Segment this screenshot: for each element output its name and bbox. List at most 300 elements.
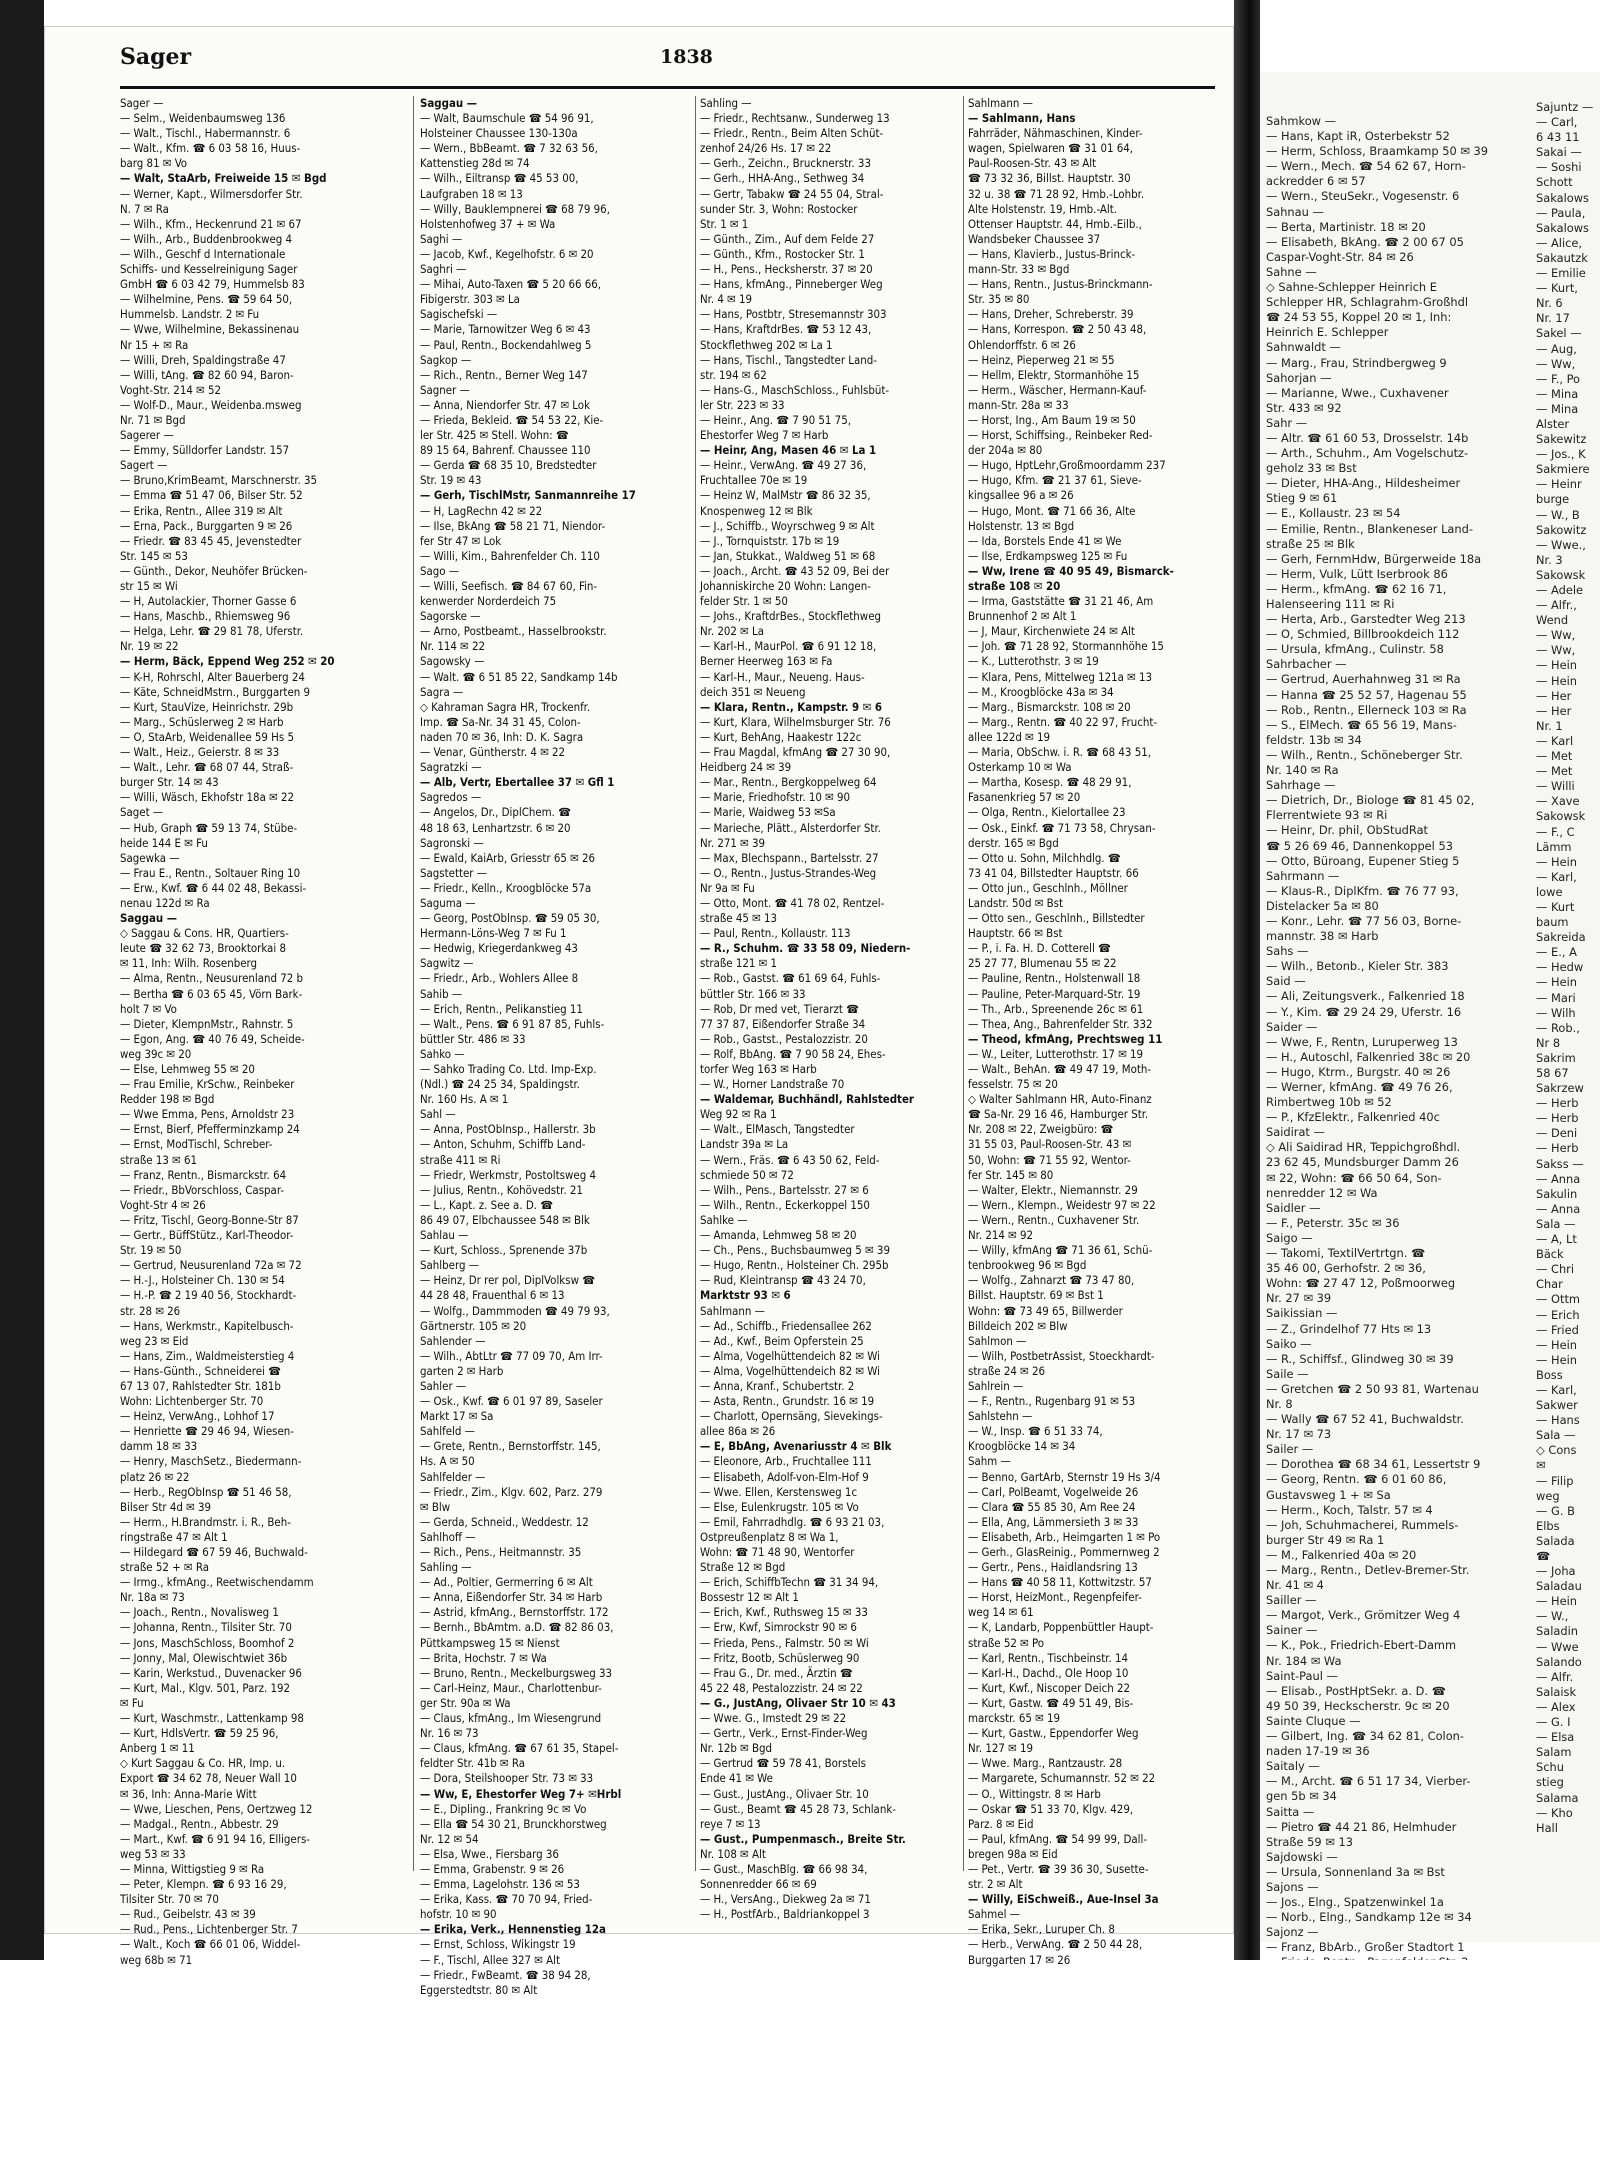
- directory-entry: — Herb: [1536, 1111, 1579, 1126]
- facing-page-fragment: [1260, 72, 1600, 1955]
- directory-entry: — Anna, Niendorfer Str. 47 ✉ Lok: [420, 397, 591, 412]
- directory-entry: — O, Schmied, Billbrookdeich 112: [1266, 627, 1460, 642]
- directory-entry: — Hans, Rentn., Justus-Brinckmann-: [968, 277, 1153, 292]
- directory-entry: — Oskar ☎ 51 33 70, Klgv. 429,: [968, 1801, 1134, 1816]
- directory-entry: — Emma, Grabenstr. 9 ✉ 26: [420, 1861, 565, 1876]
- directory-entry: — Paula,: [1536, 205, 1586, 220]
- directory-entry: allee 122d ✉ 19: [968, 729, 1051, 744]
- directory-entry: Gärtnerstr. 105 ✉ 20: [420, 1318, 527, 1333]
- directory-entry: — Wolfg., Dammmoden ☎ 49 79 93,: [420, 1303, 610, 1318]
- directory-entry: 35 46 00, Gerhofstr. 2 ✉ 36,: [1266, 1261, 1426, 1276]
- directory-entry: — Marg., Rentn. ☎ 40 22 97, Frucht-: [968, 714, 1158, 729]
- directory-entry: — Chri: [1536, 1262, 1575, 1277]
- directory-entry: mann-Str. 33 ✉ Bgd: [968, 262, 1070, 277]
- directory-entry: — H., Pens., Hecksherstr. 37 ✉ 20: [700, 262, 873, 277]
- surname-heading: Sagischefski —: [420, 307, 498, 322]
- directory-entry: — Walt., ElMasch, Tangstedter: [700, 1122, 855, 1137]
- directory-entry: Wend: [1536, 613, 1569, 628]
- directory-entry: — Karl,: [1536, 1382, 1577, 1397]
- directory-entry: straße 411 ✉ Ri: [420, 1152, 501, 1167]
- directory-entry: — Gertrud, Auerhahnweg 31 ✉ Ra: [1266, 672, 1461, 687]
- directory-entry: — Hans, Postbtr, Stresemannstr 303: [700, 307, 887, 322]
- directory-entry: — H.-J., Holsteiner Ch. 130 ✉ 54: [120, 1273, 285, 1288]
- directory-entry: — Erich, SchiffbTechn ☎ 31 34 94,: [700, 1575, 879, 1590]
- directory-entry: — Herb: [1536, 1141, 1579, 1156]
- directory-entry: — Erna, Pack., Burggarten 9 ✉ 26: [120, 518, 293, 533]
- directory-entry: — Bertha ☎ 6 03 65 45, Vörn Bark-: [120, 986, 303, 1001]
- surname-heading: Sager —: [120, 96, 164, 110]
- directory-entry: Nr. 214 ✉ 92: [968, 1228, 1034, 1243]
- directory-entry: — Friedr., Kelln., Kroogblöcke 57a: [420, 880, 592, 895]
- directory-entry: fer Str. 145 ✉ 80: [968, 1167, 1054, 1182]
- directory-entry: Nr. 1: [1536, 718, 1563, 733]
- directory-entry: Salam: [1536, 1745, 1572, 1760]
- directory-entry: — O., Wittingstr. 8 ✉ Harb: [968, 1786, 1101, 1801]
- directory-entry: — Friedr., FwBeamt. ☎ 38 94 28,: [420, 1967, 591, 1982]
- directory-entry: — W., Leiter, Lutterothstr. 17 ✉ 19: [968, 1046, 1144, 1061]
- directory-entry: — Wern., SteuSekr., Vogesenstr. 6: [1266, 189, 1460, 204]
- directory-entry: Bilser Str 4d ✉ 39: [120, 1499, 211, 1514]
- directory-entry: — Wilh., Rentn., Schöneberger Str.: [1266, 747, 1463, 762]
- directory-entry: (Ndl.) ☎ 24 25 34, Spaldingstr.: [420, 1077, 580, 1092]
- directory-entry: — Herm, Vulk, Lütt Iserbrook 86: [1266, 566, 1448, 581]
- directory-entry: — Henry, MaschSetz., Biedermann-: [120, 1454, 302, 1469]
- directory-entry: — Her: [1536, 688, 1572, 703]
- directory-entry: — Wern., BbBeamt. ☎ 7 32 63 56,: [420, 141, 598, 156]
- directory-entry: — Horst, HeizMont., Regenpfeifer-: [968, 1590, 1142, 1605]
- directory-entry: — Hildegard ☎ 67 59 46, Buchwald-: [120, 1545, 308, 1559]
- directory-entry: — Emma ☎ 51 47 06, Bilser Str. 52: [120, 488, 303, 503]
- directory-entry: — J., Tornquiststr. 17b ✉ 19: [700, 533, 840, 548]
- directory-entry: ✉ 11, Inh: Wilh. Rosenberg: [120, 956, 258, 971]
- surname-heading: Saitta —: [1266, 1804, 1315, 1819]
- directory-entry: Ende 41 ✉ We: [700, 1771, 773, 1786]
- surname-heading: Sagewka —: [120, 850, 180, 865]
- directory-entry: — Else, Eulenkrugstr. 105 ✉ Vo: [700, 1499, 859, 1514]
- directory-entry: — Gerh., HHA-Ang., Sethweg 34: [700, 171, 865, 186]
- directory-entry: Heidberg 24 ✉ 39: [700, 760, 792, 775]
- directory-entry: — Alma, Vogelhüttendeich 82 ✉ Wi: [700, 1363, 880, 1378]
- directory-entry: — Marie, Tarnowitzer Weg 6 ✉ 43: [420, 322, 591, 337]
- directory-column-4: [968, 96, 1233, 1968]
- surname-heading: Sajonz —: [1266, 1925, 1319, 1940]
- scan-bottom-margin: [0, 1960, 1600, 2177]
- directory-entry: Voght-Str. 214 ✉ 52: [120, 382, 221, 397]
- directory-entry: Nr. 8: [1266, 1396, 1293, 1411]
- directory-entry: ger Str. 90a ✉ Wa: [420, 1695, 511, 1710]
- directory-entry: — Willi, Kim., Bahrenfelder Ch. 110: [420, 548, 600, 563]
- directory-entry: weg 53 ✉ 33: [120, 1846, 186, 1861]
- directory-entry: — Ww,: [1536, 628, 1576, 643]
- directory-entry: — Hans, KraftdrBes. ☎ 53 12 43,: [700, 322, 872, 337]
- directory-entry: Püttkampsweg 15 ✉ Nienst: [420, 1635, 560, 1650]
- directory-entry: — G. B: [1536, 1503, 1575, 1518]
- directory-entry: ✉ Blw: [420, 1499, 451, 1514]
- directory-entry: — Kurt, Waschmstr., Lattenkamp 98: [120, 1711, 304, 1726]
- surname-heading: Sakai —: [1536, 145, 1582, 160]
- directory-entry: — K, Landarb, Poppenbüttler Haupt-: [968, 1620, 1154, 1635]
- surname-heading: Sahlmann —: [968, 96, 1033, 110]
- directory-entry: — Herb., VerwAng. ☎ 2 50 44 28,: [968, 1937, 1143, 1952]
- directory-entry: weg 14 ✉ 61: [968, 1605, 1034, 1620]
- surname-heading: Saider —: [1266, 1019, 1318, 1034]
- directory-entry: ◇ Ali Saidirad HR, Teppichgroßhdl.: [1266, 1140, 1461, 1155]
- directory-entry: — Wwe.,: [1536, 537, 1586, 552]
- scan-left-edge: [0, 0, 44, 1960]
- directory-entry: — Otto jun., Geschlnh., Möllner: [968, 880, 1128, 895]
- directory-entry: Str. 19 ✉ 50: [120, 1243, 182, 1258]
- directory-entry: wagen, Spielwaren ☎ 31 01 64,: [968, 141, 1134, 156]
- directory-entry: — Irmg., kfmAng., Reetwischendamm: [120, 1575, 314, 1590]
- directory-entry: — Carl-Heinz, Maur., Charlottenbur-: [420, 1680, 602, 1695]
- directory-entry: ☎ 5 26 69 46, Dannenkoppel 53: [1266, 838, 1453, 853]
- directory-entry: — Friedr., Arb., Wohlers Allee 8: [420, 971, 579, 986]
- directory-entry: — K., Pok., Friedrich-Ebert-Damm: [1266, 1638, 1457, 1653]
- directory-entry: — Gust., MaschBlg. ☎ 66 98 34,: [700, 1861, 868, 1876]
- directory-entry: ☎: [1536, 1549, 1551, 1563]
- directory-entry: — Hugo, HptLehr,Großmoordamm 237: [968, 458, 1166, 473]
- directory-entry: — Horst, Ing., Am Baum 19 ✉ 50: [968, 412, 1136, 427]
- directory-entry: — Kurt, Gastw., Eppendorfer Weg: [968, 1726, 1139, 1741]
- directory-entry: Marktstr 93 ✉ 6: [700, 1288, 791, 1303]
- directory-entry: — P., i. Fa. H. D. Cotterell ☎: [968, 941, 1111, 956]
- directory-entry: — Gertr., Pens., Haidlandsring 13: [968, 1560, 1138, 1575]
- directory-entry: feldstr. 13b ✉ 34: [1266, 732, 1362, 747]
- directory-entry: — Y., Kim. ☎ 29 24 29, Uferstr. 16: [1266, 1004, 1462, 1019]
- directory-entry: — Gerh., GlasReinig., Pommernweg 2: [968, 1545, 1160, 1559]
- directory-entry: — Mart., Kwf. ☎ 6 91 94 16, Elligers-: [120, 1831, 310, 1846]
- directory-entry: — Jos., Elng., Spatzenwinkel 1a: [1266, 1895, 1444, 1910]
- directory-entry: — Rob., Gastst., Pestalozzistr. 20: [700, 1031, 868, 1046]
- directory-entry: 73 41 04, Billstedter Hauptstr. 66: [968, 865, 1139, 880]
- running-head: Sager: [120, 44, 192, 70]
- directory-entry: 45 22 48, Pestalozzistr. 24 ✉ 22: [700, 1680, 863, 1695]
- directory-entry: — Karin, Werkstud., Duvenacker 96: [120, 1665, 302, 1680]
- directory-entry: — Hein: [1536, 1337, 1577, 1352]
- directory-entry: — Met: [1536, 764, 1573, 779]
- directory-entry: — Erich: [1536, 1307, 1580, 1322]
- directory-entry: — Wwe. Ellen, Kerstensweg 1c: [700, 1484, 858, 1499]
- directory-entry: ringstraße 47 ✉ Alt 1: [120, 1529, 228, 1544]
- directory-entry: — Heinr., Ang. ☎ 7 90 51 75,: [700, 412, 851, 427]
- directory-entry: burge: [1536, 492, 1570, 507]
- directory-entry: der 204a ✉ 80: [968, 443, 1043, 458]
- directory-entry: — Thea, Ang., Bahrenfelder Str. 332: [968, 1016, 1153, 1031]
- directory-entry: — Joh, Schuhmacherei, Rummels-: [1266, 1517, 1459, 1532]
- directory-entry: Billdeich 202 ✉ Blw: [968, 1318, 1068, 1333]
- directory-entry: — G., JustAng, Olivaer Str 10 ✉ 43: [700, 1695, 896, 1710]
- directory-entry: — Walt, StaArb, Freiweide 15 ✉ Bgd: [120, 171, 327, 186]
- directory-entry: — Otto u. Sohn, Milchhdlg. ☎: [968, 850, 1121, 865]
- directory-entry: — Ww, Irene ☎ 40 95 49, Bismarck-: [968, 563, 1174, 578]
- directory-entry: — H., Autoschl, Falkenried 38c ✉ 20: [1266, 1049, 1471, 1064]
- surname-heading: Saguma —: [420, 895, 476, 910]
- directory-entry: — Gertrud, Neusurenland 72a ✉ 72: [120, 1258, 302, 1273]
- directory-entry: ☎ 73 32 36, Billst. Hauptstr. 30: [968, 171, 1131, 186]
- directory-entry: — Klaus-R., DiplKfm. ☎ 76 77 93,: [1266, 883, 1459, 898]
- directory-entry: Hermann-Löns-Weg 7 ✉ Fu 1: [420, 926, 567, 941]
- directory-entry: Schu: [1536, 1760, 1564, 1775]
- directory-entry: — Paul, kfmAng. ☎ 54 99 99, Dall-: [968, 1831, 1148, 1846]
- directory-entry: — Elsa, Wwe., Fiersbarg 36: [420, 1846, 559, 1861]
- column-divider: [695, 96, 696, 1871]
- directory-entry: Sakalows: [1536, 220, 1589, 235]
- surname-heading: Sahlmann —: [700, 1303, 765, 1318]
- directory-entry: — Hans-G., MaschSchloss., Fuhlsbüt-: [700, 382, 890, 397]
- directory-entry: — Klara, Rentn., Kampstr. 9 ✉ 6: [700, 699, 883, 714]
- directory-entry: — H., PostfArb., Baldriankoppel 3: [700, 1907, 870, 1922]
- surname-heading: Sahlmon —: [968, 1333, 1027, 1348]
- directory-entry: — Pietro ☎ 44 21 86, Helmhuder: [1266, 1819, 1457, 1834]
- directory-entry: — M., Falkenried 40a ✉ 20: [1266, 1547, 1417, 1562]
- directory-entry: — Wilh., Eiltransp ☎ 45 53 00,: [420, 171, 579, 186]
- directory-entry: — Frau E., Rentn., Soltauer Ring 10: [120, 865, 301, 880]
- directory-entry: Holsteiner Chaussee 130-130a: [420, 126, 578, 141]
- directory-entry: — Gertr., Verk., Ernst-Finder-Weg: [700, 1726, 868, 1741]
- directory-entry: — H.-P. ☎ 2 19 40 56, Stockhardt-: [120, 1288, 297, 1303]
- directory-entry: — Elisabeth, Adolf-von-Elm-Hof 9: [700, 1469, 869, 1484]
- directory-entry: Nr. 140 ✉ Ra: [1266, 763, 1339, 778]
- directory-entry: weg 68b ✉ 71: [120, 1952, 193, 1967]
- directory-entry: — Konr., Lehr. ☎ 77 56 03, Borne-: [1266, 913, 1462, 928]
- directory-entry: — Ursula, kfmAng., Culinstr. 58: [1266, 642, 1444, 657]
- directory-entry: — Joach., Archt. ☎ 43 52 09, Bei der: [700, 563, 890, 578]
- directory-entry: — Ali, Zeitungsverk., Falkenried 18: [1266, 989, 1465, 1004]
- directory-entry: straße 13 ✉ 61: [120, 1152, 198, 1167]
- directory-entry: Wohn: ☎ 71 48 90, Wentorfer: [700, 1545, 855, 1559]
- directory-entry: kingsallee 96 a ✉ 26: [968, 488, 1074, 503]
- directory-entry: Str. 433 ✉ 92: [1266, 400, 1342, 415]
- directory-entry: — A, Lt: [1536, 1232, 1577, 1247]
- directory-entry: Sakewitz: [1536, 432, 1587, 447]
- directory-entry: Voght-Str 4 ✉ 26: [120, 1197, 206, 1212]
- directory-entry: — Emilie, Rentn., Blankeneser Land-: [1266, 521, 1473, 536]
- surname-heading: Sagratzki —: [420, 760, 482, 775]
- surname-heading: Sahr —: [1266, 415, 1308, 430]
- directory-entry: — Erw., Kwf. ☎ 6 44 02 48, Bekassi-: [120, 880, 307, 895]
- surname-heading: Sahlender —: [420, 1333, 486, 1348]
- directory-entry: — Jons, MaschSchloss, Boomhof 2: [120, 1635, 295, 1650]
- directory-entry: — Kurt: [1536, 899, 1575, 914]
- directory-entry: — Martha, Kosesp. ☎ 48 29 91,: [968, 775, 1132, 790]
- directory-entry: — F., C: [1536, 824, 1575, 839]
- directory-entry: — Elisabeth, BkAng. ☎ 2 00 67 05: [1266, 234, 1464, 249]
- surname-heading: Sagkop —: [420, 352, 472, 367]
- directory-entry: — Marg., Frau, Strindbergweg 9: [1266, 355, 1447, 370]
- directory-entry: — Norb., Elng., Sandkamp 12e ✉ 34: [1266, 1910, 1472, 1925]
- directory-entry: — Selm., Weidenbaumsweg 136: [120, 111, 286, 126]
- directory-entry: Gustavsweg 1 + ✉ Sa: [1266, 1487, 1391, 1502]
- directory-entry: — Rud, Kleintransp ☎ 43 24 70,: [700, 1273, 866, 1288]
- directory-entry: — Gertrud ☎ 59 78 41, Borstels: [700, 1756, 866, 1771]
- directory-entry: — Kurt, Klara, Wilhelmsburger Str. 76: [700, 714, 891, 729]
- directory-entry: ◇ Kurt Saggau & Co. HR, Imp. u.: [120, 1756, 286, 1771]
- directory-entry: Fahrräder, Nähmaschinen, Kinder-: [968, 126, 1143, 141]
- directory-entry: — E, BbAng, Avenariusstr 4 ✉ Blk: [700, 1439, 892, 1454]
- directory-entry: — Brita, Hochstr. 7 ✉ Wa: [420, 1650, 547, 1665]
- column-divider: [963, 96, 964, 1871]
- directory-entry: N. 7 ✉ Ra: [120, 201, 169, 216]
- directory-entry: Nr. 208 ✉ 22, Zweigbüro: ☎: [968, 1122, 1114, 1137]
- directory-entry: — Heinz, Pieperweg 21 ✉ 55: [968, 352, 1115, 367]
- directory-entry: Nr. 17: [1536, 311, 1570, 326]
- directory-entry: — Hugo, Mont. ☎ 71 66 36, Alte: [968, 503, 1136, 518]
- directory-entry: — Herm., kfmAng. ☎ 62 16 71,: [1266, 581, 1447, 596]
- directory-entry: — Heinr, Ang, Masen 46 ✉ La 1: [700, 443, 877, 458]
- directory-entry: — Rob., Rentn., Ellerneck 103 ✉ Ra: [1266, 702, 1467, 717]
- directory-entry: — Erika, Kass. ☎ 70 70 94, Fried-: [420, 1892, 593, 1907]
- surname-heading: Sahnwaldt —: [1266, 340, 1341, 355]
- directory-entry: Ostpreußenplatz 8 ✉ Wa 1,: [700, 1529, 839, 1544]
- directory-entry: — Willi, Dreh, Spaldingstraße 47: [120, 352, 286, 367]
- directory-entry: — P., KfzElektr., Falkenried 40c: [1266, 1110, 1440, 1125]
- directory-entry: — Fritz, Tischl, Georg-Bonne-Str 87: [120, 1212, 299, 1227]
- directory-entry: — Peter, Klempn. ☎ 6 93 16 29,: [120, 1877, 287, 1892]
- directory-entry: Fasanenkrieg 57 ✉ 20: [968, 790, 1081, 805]
- surname-heading: Sahler —: [420, 1378, 467, 1393]
- directory-entry: — Fried: [1536, 1322, 1579, 1337]
- directory-entry: — Minna, Wittigstieg 9 ✉ Ra: [120, 1861, 265, 1876]
- directory-entry: — Otto, Mont. ☎ 41 78 02, Rentzel-: [700, 895, 885, 910]
- directory-entry: — Alma, Vogelhüttendeich 82 ✉ Wi: [700, 1348, 880, 1363]
- directory-entry: — Frieda, Bekleid. ☎ 54 53 22, Kie-: [420, 412, 604, 427]
- directory-entry: — Emmy, Sülldorfer Landstr. 157: [120, 443, 290, 458]
- directory-entry: — Wern., Mech. ☎ 54 62 67, Horn-: [1266, 159, 1466, 174]
- directory-entry: Kroogblöcke 14 ✉ 34: [968, 1439, 1076, 1454]
- directory-entry: — Otto sen., Geschlnh., Billstedter: [968, 911, 1145, 926]
- directory-entry: — Hugo, Ktrm., Burgstr. 40 ✉ 26: [1266, 1064, 1451, 1079]
- directory-entry: — Dorothea ☎ 68 34 61, Lessertstr 9: [1266, 1457, 1481, 1472]
- directory-entry: — Hans, Maschb., Rhiemsweg 96: [120, 609, 291, 624]
- directory-entry: Sakulin: [1536, 1186, 1578, 1201]
- surname-heading: Sakel —: [1536, 326, 1582, 341]
- directory-entry: nenau 122d ✉ Ra: [120, 895, 210, 910]
- surname-heading: Sahlau —: [420, 1228, 469, 1243]
- directory-entry: Nr. 27 ✉ 39: [1266, 1291, 1332, 1306]
- directory-entry: Osterkamp 10 ✉ Wa: [968, 760, 1072, 775]
- directory-entry: — Willi, Wäsch, Ekhofstr 18a ✉ 22: [120, 790, 294, 805]
- surname-heading: Sailler —: [1266, 1593, 1317, 1608]
- directory-entry: — Heinz, Dr rer pol, DiplVolksw ☎: [420, 1273, 595, 1288]
- directory-entry: straße 121 ✉ 1: [700, 956, 778, 971]
- directory-entry: — Erich, Kwf., Ruthsweg 15 ✉ 33: [700, 1605, 868, 1620]
- directory-entry: — Ernst, ModTischl, Schreber-: [120, 1137, 273, 1152]
- surname-heading: Sahlfelder —: [420, 1469, 486, 1484]
- directory-entry: str. 194 ✉ 62: [700, 367, 767, 382]
- directory-entry: — Marianne, Wwe., Cuxhavener: [1266, 385, 1449, 400]
- directory-entry: — Wwe. Marg., Rantzaustr. 28: [968, 1756, 1123, 1771]
- directory-entry: — Heinr: [1536, 477, 1582, 492]
- directory-entry: Ottenser Hauptstr. 44, Hmb.-Eilb.,: [968, 216, 1142, 231]
- surname-heading: Sahlberg —: [420, 1258, 479, 1273]
- directory-entry: — Friedr. ☎ 83 45 45, Jevenstedter: [120, 533, 302, 548]
- directory-entry: — Willy, Bauklempnerei ☎ 68 79 96,: [420, 201, 610, 216]
- directory-entry: — Wilh., Kfm., Heckenrund 21 ✉ 67: [120, 216, 302, 231]
- directory-entry: straße 52 ✉ Po: [968, 1635, 1045, 1650]
- surname-heading: Sahling —: [420, 1560, 472, 1575]
- directory-entry: — Gretchen ☎ 2 50 93 81, Wartenau: [1266, 1381, 1479, 1396]
- directory-entry: — Henriette ☎ 29 46 94, Wiesen-: [120, 1424, 294, 1439]
- directory-entry: — Günth., Zim., Auf dem Felde 27: [700, 231, 875, 246]
- directory-entry: — Walt., Tischl., Habermannstr. 6: [120, 126, 291, 141]
- directory-entry: — Hugo, Rentn., Holsteiner Ch. 295b: [700, 1258, 889, 1273]
- directory-entry: — W.,: [1536, 1609, 1569, 1624]
- directory-entry: — Wwe, Wilhelmine, Bekassinenau: [120, 322, 300, 337]
- directory-entry: gen 5b ✉ 34: [1266, 1789, 1337, 1804]
- surname-heading: Sagorske —: [420, 609, 481, 624]
- directory-entry: — Kurt, Kwf., Niscoper Deich 22: [968, 1680, 1131, 1695]
- directory-entry: kenwerder Norderdeich 75: [420, 594, 557, 609]
- directory-entry: torfer Weg 163 ✉ Harb: [700, 1062, 817, 1076]
- directory-entry: Sonnenredder 66 ✉ 69: [700, 1877, 817, 1892]
- directory-entry: — J, Maur, Kirchenwiete 24 ✉ Alt: [968, 624, 1135, 639]
- directory-entry: — Astrid, kfmAng., Bernstorffstr. 172: [420, 1605, 609, 1620]
- surname-heading: Sajdowski —: [1266, 1849, 1338, 1864]
- directory-entry: deich 351 ✉ Neueng: [700, 684, 806, 699]
- directory-entry: Nr. 16 ✉ 73: [420, 1726, 479, 1741]
- directory-entry: — Wwe. G., Imstedt 29 ✉ 22: [700, 1711, 847, 1726]
- directory-entry: — Xave: [1536, 794, 1580, 809]
- surname-heading: Sahlke —: [700, 1212, 748, 1227]
- directory-entry: — Willy, kfmAng ☎ 71 36 61, Schü-: [968, 1243, 1153, 1258]
- directory-entry: — Heinr., VerwAng. ☎ 49 27 36,: [700, 458, 867, 473]
- surname-heading: Sahorjan —: [1266, 370, 1332, 385]
- directory-entry: str 15 ✉ Wi: [120, 579, 178, 593]
- directory-entry: mann-Str. 28a ✉ 33: [968, 397, 1069, 412]
- directory-entry: feldter Str. 41b ✉ Ra: [420, 1756, 526, 1771]
- directory-entry: Billst. Hauptstr. 69 ✉ Bst 1: [968, 1288, 1104, 1303]
- directory-entry: — Joach., Rentn., Novalisweg 1: [120, 1605, 279, 1620]
- directory-entry: straße 45 ✉ 13: [700, 911, 778, 926]
- directory-entry: Nr. 12b ✉ Bgd: [700, 1741, 773, 1756]
- directory-entry: schmiede 50 ✉ 72: [700, 1167, 794, 1182]
- directory-entry: naden 17-19 ✉ 36: [1266, 1744, 1370, 1759]
- directory-entry: — Rud., Pens., Lichtenberger Str. 7: [120, 1922, 298, 1937]
- directory-entry: — W., Insp. ☎ 6 51 33 74,: [968, 1424, 1103, 1439]
- directory-entry: — Herm., Koch, Talstr. 57 ✉ 4: [1266, 1502, 1433, 1517]
- directory-entry: — Ursula, Sonnenland 3a ✉ Bst: [1266, 1864, 1445, 1879]
- directory-entry: — Hein: [1536, 854, 1577, 869]
- directory-entry: geholz 33 ✉ Bst: [1266, 461, 1357, 476]
- surname-heading: Sajons —: [1266, 1879, 1319, 1894]
- directory-entry: — Gerh., Zeichn., Brucknerstr. 33: [700, 156, 871, 171]
- directory-entry: — Walt., Pens. ☎ 6 91 87 85, Fuhls-: [420, 1016, 605, 1031]
- directory-entry: marckstr. 65 ✉ 19: [968, 1711, 1060, 1726]
- directory-entry: Str. 35 ✉ 80: [968, 292, 1030, 307]
- directory-entry: — Soshi: [1536, 160, 1582, 175]
- directory-entry: 67 13 07, Rahlstedter Str. 181b: [120, 1378, 281, 1393]
- directory-entry: Str. 19 ✉ 43: [420, 473, 482, 488]
- directory-entry: Char: [1536, 1277, 1563, 1292]
- page-header: [120, 44, 1215, 76]
- surname-heading: Saget —: [120, 805, 164, 820]
- directory-entry: — Ilse, Erdkampsweg 125 ✉ Fu: [968, 548, 1128, 563]
- surname-heading: Sahrhage —: [1266, 778, 1336, 793]
- directory-entry: Straße 12 ✉ Bgd: [700, 1560, 786, 1575]
- directory-entry: — Anna, Kranf., Schubertstr. 2: [700, 1378, 855, 1393]
- directory-entry: Anberg 1 ✉ 11: [120, 1741, 195, 1756]
- directory-entry: — Wwe Emma, Pens, Arnoldstr 23: [120, 1107, 295, 1122]
- directory-entry: — Hugo, Kfm. ☎ 21 37 61, Sieve-: [968, 473, 1142, 488]
- directory-entry: — Walt., Kfm. ☎ 6 03 58 16, Huus-: [120, 141, 301, 156]
- directory-entry: — Aug,: [1536, 341, 1577, 356]
- directory-entry: ◇ Cons: [1536, 1443, 1577, 1458]
- directory-entry: burger Str. 14 ✉ 43: [120, 775, 219, 790]
- surname-heading: Sahl —: [420, 1107, 456, 1122]
- directory-entry: — Herm., Wäscher, Hermann-Kauf-: [968, 382, 1147, 397]
- directory-entry: — Frau Emilie, KrSchw., Reinbeker: [120, 1077, 295, 1092]
- directory-entry: — Ernst, Bierf, Pfefferminzkamp 24: [120, 1122, 300, 1137]
